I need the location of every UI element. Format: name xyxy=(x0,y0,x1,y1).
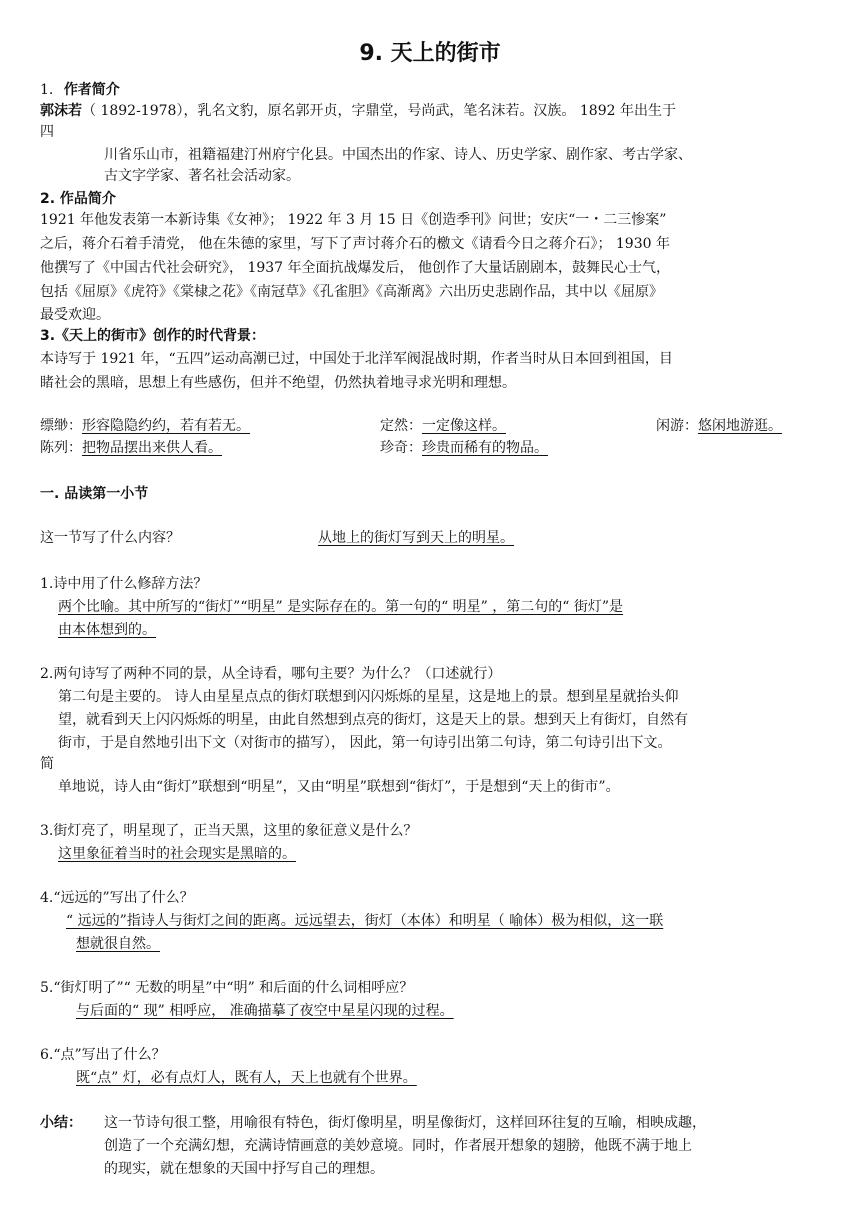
vocab-word: 定然： xyxy=(380,418,422,434)
work-line: 之后，蒋介石着手清党， 他在朱德的家里，写下了声讨蒋介石的檄文《请看今日之蒋介石》； 1930 年 xyxy=(40,236,670,252)
answer-3: 这里象征着当时的社会现实是黑暗的。 xyxy=(58,846,296,862)
work-line: 他撰写了《中国古代社会研究》， 1937 年全面抗战爆发后， 他创作了大量话剧剧本，鼓舞民心士气， xyxy=(40,260,670,276)
summary-line: 的现实，就在想象的天国中抒写自己的理想。 xyxy=(104,1161,384,1177)
summary-line: 这一节诗句很工整，用喻很有特色，街灯像明星，明星像街灯，这样回环往复的互喻，相映成趣， xyxy=(104,1115,706,1131)
vocab-definition: 珍贵而稀有的物品。 xyxy=(422,440,548,456)
question-4: 4.“远远的”写出了什么？ xyxy=(40,890,194,906)
work-line: 最受欢迎。 xyxy=(40,307,110,323)
part-heading: 一. 品读第一小节 xyxy=(40,486,149,502)
author-bio-line1: （ 1892-1978），乳名文豹，原名郭开贞，字鼎堂，号尚武，笔名沫若。汉族。 1892 年出生于 xyxy=(82,103,676,119)
page-title: 9. 天上的街市 xyxy=(359,41,501,66)
section-work-heading: 2. 作品简介 xyxy=(40,191,116,207)
question-1: 1.诗中用了什么修辞方法？ xyxy=(40,576,208,592)
section-author-heading xyxy=(40,80,120,100)
author-line xyxy=(40,101,676,121)
background-line: 睹社会的黑暗，思想上有些感伤，但并不绝望，仍然执着地寻求光明和理想。 xyxy=(40,375,516,391)
answer-4-line: “ 远远的”指诗人与街灯之间的距离。远远望去，街灯（本体）和明星（ 喻体）极为相似，这一联 xyxy=(66,913,664,929)
answer-2-line: 简 xyxy=(40,756,54,772)
section-background-heading: 3.《天上的街市》创作的时代背景： xyxy=(40,328,266,344)
vocab-item xyxy=(40,438,222,458)
answer-2-line: 街市，于是自然地引出下文（对街市的描写）， 因此，第一句诗引出第二句诗，第二句诗引出下文。 xyxy=(58,735,672,751)
vocab-definition: 形容隐隐约约，若有若无。 xyxy=(82,418,250,434)
summary-label: 小结： xyxy=(40,1115,82,1131)
answer-4-line: 想就很自然。 xyxy=(76,936,160,952)
vocab-item xyxy=(380,416,506,436)
intro-question: 这一节写了什么内容？ xyxy=(40,530,180,546)
question-3: 3.街灯亮了，明星现了，正当天黑，这里的象征意义是什么？ xyxy=(40,823,418,839)
question-2: 2.两句诗写了两种不同的景，从全诗看，哪句主要？为什么？（口述就行） xyxy=(40,666,502,682)
vocab-word: 闲游： xyxy=(656,418,698,434)
work-line: 包括《屈原》《虎符》《棠棣之花》《南冠草》《孔雀胆》《高渐离》六出历史悲剧作品，其中以《屈原》 xyxy=(40,284,663,300)
answer-1-line: 两个比喻。其中所写的“街灯”“明星” 是实际存在的。第一句的“ 明星” ，第二句的“ 街灯”是 xyxy=(58,599,624,615)
answer-6: 既“点” 灯，必有点灯人，既有人，天上也就有个世界。 xyxy=(76,1070,417,1086)
work-line: 1921 年他发表第一本新诗集《女神》； 1922 年 3 月 15 日《创造季刊》问世；安庆“一・二三惨案” xyxy=(40,212,667,228)
heading-text: 作者简介 xyxy=(63,82,120,98)
author-bio-wrap: 四 xyxy=(40,124,54,140)
author-bio-line2: 川省乐山市，祖籍福建汀州府宁化县。中国杰出的作家、诗人、历史学家、剧作家、考古学家、 xyxy=(104,147,692,163)
vocab-definition: 把物品摆出来供人看。 xyxy=(82,440,222,456)
vocab-item xyxy=(656,416,782,436)
summary-line: 创造了一个充满幻想，充满诗情画意的美妙意境。同时，作者展开想象的翅膀，他既不满于地上 xyxy=(104,1138,692,1154)
answer-2-line: 第二句是主要的。 诗人由星星点点的街灯联想到闪闪烁烁的星星，这是地上的景。想到星星就抬头仰 xyxy=(58,689,679,705)
answer-2-line: 望，就看到天上闪闪烁烁的明星，由此自然想到点亮的街灯，这是天上的景。想到天上有街灯，自然有 xyxy=(58,712,688,728)
vocab-word: 陈列： xyxy=(40,440,82,456)
vocab-item xyxy=(380,438,548,458)
answer-2-line: 单地说，诗人由“街灯”联想到“明星”，又由“明星”联想到“街灯”，于是想到“天上的街市”。 xyxy=(58,779,620,795)
vocab-word: 珍奇： xyxy=(380,440,422,456)
heading-number: 1. xyxy=(40,82,54,98)
vocab-definition: 悠闲地游逛。 xyxy=(698,418,782,434)
answer-1-line: 由本体想到的。 xyxy=(58,622,156,638)
vocab-item xyxy=(40,416,250,436)
intro-answer: 从地上的街灯写到天上的明星。 xyxy=(318,530,514,546)
answer-5: 与后面的“ 现” 相呼应， 准确描摹了夜空中星星闪现的过程。 xyxy=(76,1003,454,1019)
author-name: 郭沫若 xyxy=(40,103,82,119)
question-6: 6.“点”写出了什么？ xyxy=(40,1047,166,1063)
question-5: 5.“街灯明了”“ 无数的明星”中“明” 和后面的什么词相呼应？ xyxy=(40,980,414,996)
author-bio-line3: 古文字学家、著名社会活动家。 xyxy=(104,168,300,184)
background-line: 本诗写于 1921 年，“五四”运动高潮已过，中国处于北洋军阀混战时期，作者当时从日本回到祖国，目 xyxy=(40,351,673,367)
vocab-word: 缥缈： xyxy=(40,418,82,434)
vocab-definition: 一定像这样。 xyxy=(422,418,506,434)
